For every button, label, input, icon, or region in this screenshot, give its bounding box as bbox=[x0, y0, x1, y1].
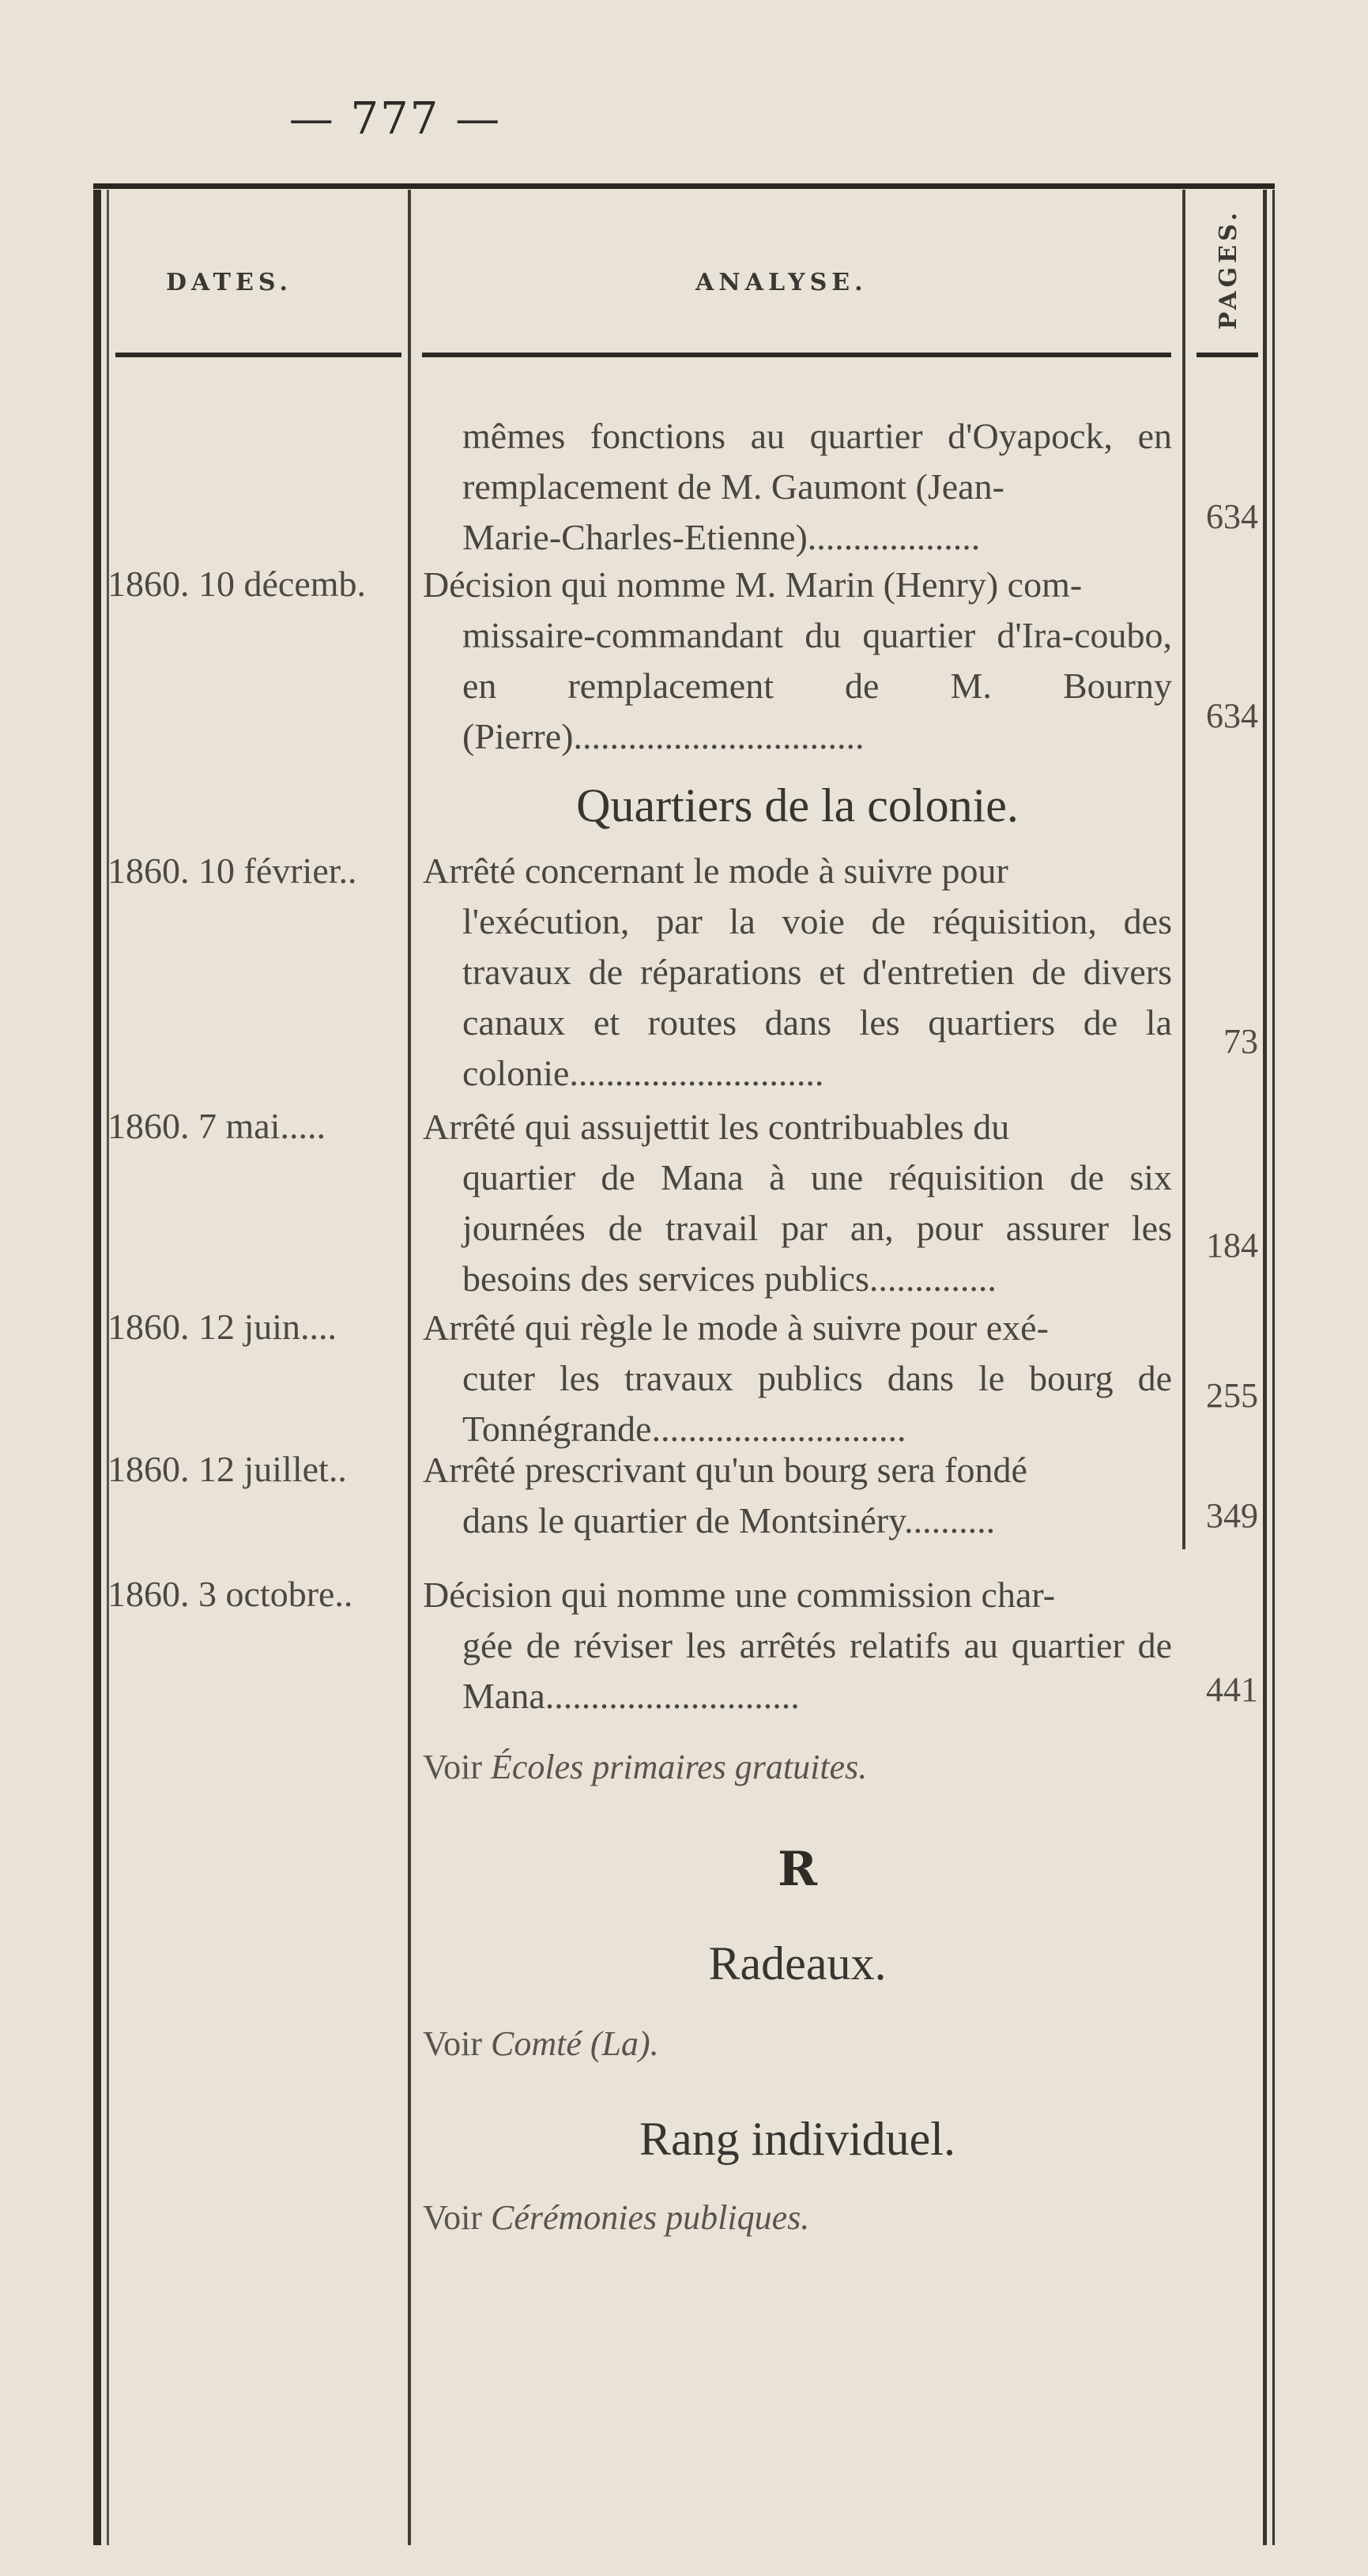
entry-page: 73 bbox=[1223, 1022, 1258, 1061]
header-underline-pages bbox=[1197, 353, 1258, 357]
entry-date: 1860. 12 juillet.. bbox=[107, 1449, 347, 1489]
table-left-inner-rule bbox=[107, 190, 109, 2545]
entry-date: 1860. 7 mai..... bbox=[107, 1106, 326, 1146]
column-divider-pages bbox=[1182, 190, 1185, 1549]
section-heading-rang: Rang individuel. bbox=[639, 2113, 955, 2165]
column-divider-dates bbox=[408, 190, 411, 2545]
header-underline-dates bbox=[115, 353, 401, 357]
column-header-dates: DATES. bbox=[166, 269, 292, 296]
entry-date: 1860. 10 février.. bbox=[107, 850, 357, 891]
entry-page: 634 bbox=[1206, 696, 1258, 735]
entry-page: 634 bbox=[1206, 497, 1258, 536]
see-also-comte: Voir Comté (La). bbox=[423, 2024, 659, 2063]
see-also-ceremonies: Voir Cérémonies publiques. bbox=[423, 2198, 810, 2237]
see-also-ecoles: Voir Écoles primaires gratuites. bbox=[423, 1748, 868, 1786]
section-heading-radeaux: Radeaux. bbox=[708, 1937, 887, 1990]
entry-page: 255 bbox=[1206, 1376, 1258, 1415]
entry-date: 1860. 3 octobre.. bbox=[107, 1574, 353, 1614]
entry-analysis: Arrêté concernant le mode à suivre pour l'exécution, par la voie de réquisition, des travaux de réparations et d'entretien de divers canaux et routes dans les quartiers de la colonie............................ bbox=[423, 850, 1172, 1093]
section-letter-r: R bbox=[778, 1842, 817, 1897]
entry-analysis: mêmes fonctions au quartier d'Oyapock, en remplacement de M. Gaumont (Jean- Marie-Charles-Etienne)................... bbox=[462, 416, 1172, 557]
entry-page: 349 bbox=[1206, 1496, 1258, 1535]
entry-analysis: Arrêté prescrivant qu'un bourg sera fondé dans le quartier de Montsinéry.......... bbox=[423, 1450, 1027, 1541]
table-right-outer-rule bbox=[1272, 190, 1275, 2545]
entry-analysis: Arrêté qui assujettit les contribuables du quartier de Mana à une réquisition de six journées de travail par an, pour assurer les besoins des services publics.............. bbox=[423, 1107, 1172, 1299]
column-header-analyse: ANALYSE. bbox=[695, 269, 868, 296]
entry-analysis: Décision qui nomme M. Marin (Henry) com- missaire-commandant du quartier d'Ira-coubo, en remplacement de M. Bourny (Pierre)................................ bbox=[423, 564, 1172, 756]
entry-page: 441 bbox=[1206, 1670, 1258, 1709]
table-left-rule bbox=[93, 190, 101, 2545]
column-header-pages: PAGES. bbox=[1215, 208, 1243, 330]
table-right-rule bbox=[1263, 190, 1267, 2545]
entry-page: 184 bbox=[1206, 1226, 1258, 1265]
table-top-rule bbox=[93, 183, 1275, 189]
page-number: — 777 — bbox=[288, 93, 502, 145]
section-heading-quartiers: Quartiers de la colonie. bbox=[576, 779, 1019, 832]
entry-analysis: Arrêté qui règle le mode à suivre pour exé- cuter les travaux publics dans le bourg de Tonnégrande............................ bbox=[423, 1307, 1172, 1449]
entry-date: 1860. 12 juin.... bbox=[107, 1307, 337, 1347]
entry-analysis: Décision qui nomme une commission char- gée de réviser les arrêtés relatifs au quartier de Mana............................ bbox=[423, 1575, 1172, 1716]
header-underline-analyse bbox=[422, 353, 1171, 357]
entry-date: 1860. 10 décemb. bbox=[107, 564, 367, 604]
